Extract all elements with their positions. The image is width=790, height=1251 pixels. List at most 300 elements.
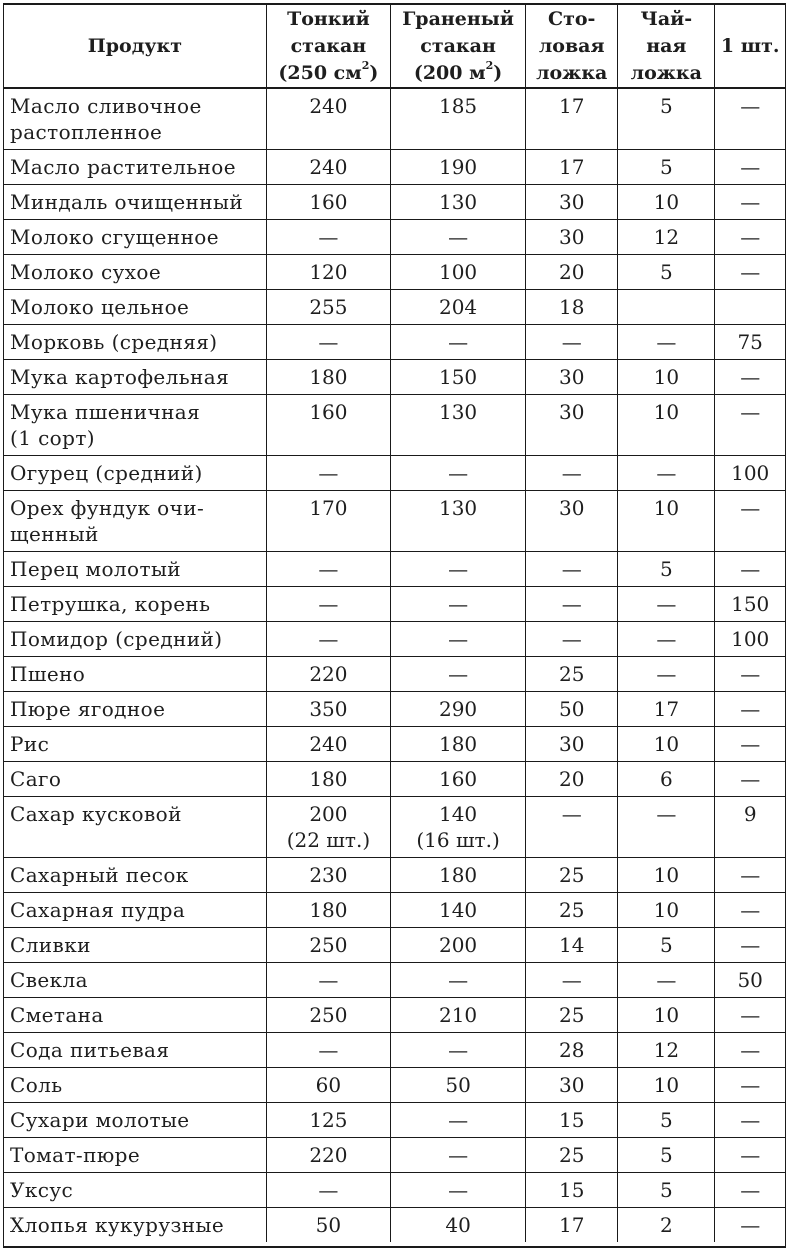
- faceted-glass-cell: [390, 1103, 525, 1138]
- piece-cell: [715, 797, 785, 858]
- piece-cell-text: —: [740, 557, 761, 581]
- tablespoon-cell: [526, 290, 618, 325]
- product-name-cell: [4, 657, 266, 692]
- product-name-cell-text: Томат-пюре: [10, 1143, 141, 1167]
- teaspoon-cell-text: —: [656, 592, 677, 616]
- piece-cell-text: —: [740, 662, 761, 686]
- teaspoon-cell: [618, 290, 715, 325]
- thin-glass-cell-text: —: [318, 557, 339, 581]
- header-piece: 1 шт.: [715, 5, 785, 88]
- thin-glass-cell-text: (22 шт.): [286, 828, 371, 852]
- piece-cell-text: —: [740, 1213, 761, 1237]
- header-thin-glass-sup: 2: [361, 59, 370, 73]
- faceted-glass-cell: [390, 1208, 525, 1243]
- teaspoon-cell-text: —: [656, 461, 677, 485]
- piece-cell-text: 100: [731, 627, 770, 651]
- product-name-cell-text: Соль: [10, 1073, 63, 1097]
- teaspoon-cell-text: 5: [659, 1178, 673, 1202]
- teaspoon-cell: [618, 185, 715, 220]
- header-thin-glass: [266, 5, 390, 88]
- thin-glass-cell: [266, 88, 390, 150]
- piece-cell-text: 9: [743, 802, 757, 826]
- piece-cell-text: 150: [731, 592, 770, 616]
- piece-cell: [715, 491, 785, 552]
- faceted-glass-cell-text: 190: [438, 155, 478, 179]
- piece-cell-text: —: [740, 1003, 761, 1027]
- teaspoon-cell: [618, 395, 715, 456]
- product-name-cell-text: Миндаль очищенный: [10, 190, 244, 214]
- product-name-cell-text: Сода питьевая: [10, 1038, 170, 1062]
- tablespoon-cell-text: 17: [558, 155, 585, 179]
- faceted-glass-cell-text: 180: [438, 863, 478, 887]
- faceted-glass-cell: [390, 255, 525, 290]
- faceted-glass-cell-text: 200: [438, 933, 478, 957]
- product-name-cell-text: Рис: [10, 732, 50, 756]
- faceted-glass-cell: [390, 1068, 525, 1103]
- piece-cell-text: —: [740, 697, 761, 721]
- teaspoon-cell-text: 10: [653, 863, 680, 887]
- teaspoon-cell: [618, 1208, 715, 1243]
- table-row: [4, 893, 785, 928]
- table-row: [4, 692, 785, 727]
- product-name-cell: [4, 1068, 266, 1103]
- thin-glass-cell: [266, 1068, 390, 1103]
- table-row: [4, 255, 785, 290]
- product-name-cell: [4, 290, 266, 325]
- product-name-cell-text: Молоко сухое: [10, 260, 162, 284]
- thin-glass-cell-text: —: [318, 627, 339, 651]
- product-name-cell-text: Саго: [10, 767, 62, 791]
- faceted-glass-cell: [390, 692, 525, 727]
- header-thin-glass-line3: (250 см: [278, 61, 362, 84]
- product-name-cell: [4, 1208, 266, 1243]
- faceted-glass-cell-text: 160: [438, 767, 478, 791]
- teaspoon-cell: [618, 220, 715, 255]
- piece-cell: [715, 622, 785, 657]
- thin-glass-cell-text: 60: [315, 1073, 342, 1097]
- faceted-glass-cell-text: —: [448, 1108, 469, 1132]
- table-row: [4, 456, 785, 491]
- tablespoon-cell-text: 30: [558, 732, 585, 756]
- faceted-glass-cell: [390, 325, 525, 360]
- tablespoon-cell: [526, 762, 618, 797]
- table-row: [4, 552, 785, 587]
- thin-glass-cell-text: 125: [309, 1108, 348, 1132]
- faceted-glass-cell: [390, 185, 525, 220]
- product-name-cell-text: Сметана: [10, 1003, 104, 1027]
- table-row: [4, 797, 785, 858]
- header-product: Продукт: [4, 5, 266, 88]
- faceted-glass-cell-text: 140: [438, 898, 478, 922]
- faceted-glass-cell: [390, 395, 525, 456]
- tablespoon-cell: [526, 395, 618, 456]
- thin-glass-cell: [266, 762, 390, 797]
- teaspoon-cell-text: —: [656, 968, 677, 992]
- product-name-cell-text: Молоко сгущенное: [10, 225, 219, 249]
- table-row: [4, 1173, 785, 1208]
- piece-cell: [715, 657, 785, 692]
- piece-cell: [715, 1068, 785, 1103]
- product-name-cell-text: щенный: [10, 522, 99, 546]
- tablespoon-cell-text: —: [561, 330, 582, 354]
- piece-cell-text: —: [740, 933, 761, 957]
- product-name-cell: [4, 325, 266, 360]
- product-name-cell: [4, 255, 266, 290]
- teaspoon-cell-text: 5: [659, 94, 673, 118]
- product-name-cell-text: Сахар кусковой: [10, 802, 182, 826]
- faceted-glass-cell: [390, 220, 525, 255]
- piece-cell-text: —: [740, 732, 761, 756]
- teaspoon-cell: [618, 150, 715, 185]
- thin-glass-cell-text: 240: [309, 732, 348, 756]
- header-tablespoon-line1: Сто-: [547, 7, 596, 30]
- table-row: [4, 220, 785, 255]
- header-faceted-glass-line3: (200 м: [413, 61, 486, 84]
- tablespoon-cell-text: 25: [558, 863, 585, 887]
- tablespoon-cell-text: 50: [558, 697, 585, 721]
- thin-glass-cell-text: —: [318, 1178, 339, 1202]
- product-name-cell: [4, 456, 266, 491]
- tablespoon-cell: [526, 552, 618, 587]
- tablespoon-cell-text: 30: [558, 365, 585, 389]
- product-name-cell: [4, 220, 266, 255]
- table-row: [4, 1138, 785, 1173]
- tablespoon-cell: [526, 1173, 618, 1208]
- tablespoon-cell-text: 14: [558, 933, 585, 957]
- piece-cell: [715, 692, 785, 727]
- product-name-cell-text: Пюре ягодное: [10, 697, 166, 721]
- tablespoon-cell: [526, 325, 618, 360]
- tablespoon-cell: [526, 893, 618, 928]
- thin-glass-cell-text: 180: [309, 365, 348, 389]
- product-name-cell: [4, 1103, 266, 1138]
- faceted-glass-cell: [390, 727, 525, 762]
- thin-glass-cell-text: 160: [309, 190, 348, 214]
- product-name-cell: [4, 150, 266, 185]
- teaspoon-cell: [618, 1173, 715, 1208]
- product-name-cell-text: Пшено: [10, 662, 86, 686]
- product-name-cell: [4, 858, 266, 893]
- teaspoon-cell: [618, 491, 715, 552]
- thin-glass-cell: [266, 858, 390, 893]
- faceted-glass-cell-text: 40: [445, 1213, 471, 1237]
- piece-cell: [715, 150, 785, 185]
- table-row: [4, 657, 785, 692]
- piece-cell-text: —: [740, 496, 761, 520]
- piece-cell: [715, 998, 785, 1033]
- faceted-glass-cell-text: 130: [438, 190, 478, 214]
- product-name-cell: [4, 692, 266, 727]
- teaspoon-cell: [618, 325, 715, 360]
- tablespoon-cell-text: 25: [558, 1003, 585, 1027]
- tablespoon-cell: [526, 491, 618, 552]
- tablespoon-cell: [526, 255, 618, 290]
- teaspoon-cell: [618, 797, 715, 858]
- piece-cell: [715, 325, 785, 360]
- piece-cell-text: —: [740, 155, 761, 179]
- tablespoon-cell: [526, 928, 618, 963]
- tablespoon-cell: [526, 657, 618, 692]
- tablespoon-cell-text: 30: [558, 190, 585, 214]
- teaspoon-cell: [618, 893, 715, 928]
- faceted-glass-cell: [390, 150, 525, 185]
- teaspoon-cell-text: —: [656, 662, 677, 686]
- table-row: [4, 1103, 785, 1138]
- thin-glass-cell: [266, 1208, 390, 1243]
- faceted-glass-cell-text: —: [448, 968, 469, 992]
- thin-glass-cell: [266, 797, 390, 858]
- teaspoon-cell: [618, 692, 715, 727]
- product-name-cell: [4, 998, 266, 1033]
- product-name-cell-text: Морковь (средняя): [10, 330, 218, 354]
- product-name-cell: [4, 1033, 266, 1068]
- product-name-cell: [4, 552, 266, 587]
- product-name-cell: [4, 587, 266, 622]
- tablespoon-cell: [526, 88, 618, 150]
- table-row: [4, 1068, 785, 1103]
- teaspoon-cell: [618, 552, 715, 587]
- header-teaspoon-line1: Чай-: [640, 7, 693, 30]
- thin-glass-cell-text: 350: [309, 697, 348, 721]
- product-name-cell-text: Сливки: [10, 933, 91, 957]
- teaspoon-cell-text: 10: [653, 732, 680, 756]
- piece-cell: [715, 858, 785, 893]
- table-row: [4, 587, 785, 622]
- faceted-glass-cell-text: 140: [438, 802, 478, 826]
- thin-glass-cell: [266, 657, 390, 692]
- tablespoon-cell: [526, 360, 618, 395]
- faceted-glass-cell-text: 100: [438, 260, 478, 284]
- teaspoon-cell-text: 10: [653, 1073, 680, 1097]
- thin-glass-cell: [266, 456, 390, 491]
- faceted-glass-cell: [390, 797, 525, 858]
- faceted-glass-cell: [390, 928, 525, 963]
- piece-cell: [715, 963, 785, 998]
- thin-glass-cell-text: —: [318, 968, 339, 992]
- piece-cell: [715, 360, 785, 395]
- table-row: [4, 727, 785, 762]
- faceted-glass-cell-text: —: [448, 1143, 469, 1167]
- faceted-glass-cell-text: —: [448, 1038, 469, 1062]
- product-name-cell-text: Масло растительное: [10, 155, 236, 179]
- table-row: [4, 963, 785, 998]
- product-name-cell-text: Свекла: [10, 968, 88, 992]
- table-row: [4, 491, 785, 552]
- thin-glass-cell: [266, 998, 390, 1033]
- teaspoon-cell-text: 10: [653, 400, 680, 424]
- product-name-cell-text: Сахарная пудра: [10, 898, 186, 922]
- table-row: [4, 858, 785, 893]
- thin-glass-cell: [266, 622, 390, 657]
- product-name-cell: [4, 928, 266, 963]
- piece-cell-text: —: [740, 400, 761, 424]
- product-name-cell-text: Молоко цельное: [10, 295, 190, 319]
- piece-cell-text: —: [740, 1038, 761, 1062]
- tablespoon-cell: [526, 456, 618, 491]
- thin-glass-cell: [266, 552, 390, 587]
- header-faceted-glass-line1: Граненый: [402, 7, 514, 30]
- teaspoon-cell-text: 12: [653, 225, 680, 249]
- product-name-cell: [4, 893, 266, 928]
- teaspoon-cell-text: 10: [653, 190, 680, 214]
- teaspoon-cell: [618, 456, 715, 491]
- piece-cell-text: 100: [731, 461, 770, 485]
- piece-cell-text: —: [740, 260, 761, 284]
- product-name-cell-text: растопленное: [10, 120, 163, 144]
- teaspoon-cell: [618, 858, 715, 893]
- faceted-glass-cell: [390, 360, 525, 395]
- tablespoon-cell: [526, 220, 618, 255]
- thin-glass-cell-text: 250: [309, 1003, 348, 1027]
- thin-glass-cell-text: 220: [309, 1143, 348, 1167]
- tablespoon-cell: [526, 1033, 618, 1068]
- thin-glass-cell-text: 240: [309, 155, 348, 179]
- table-row: [4, 928, 785, 963]
- thin-glass-cell: [266, 220, 390, 255]
- thin-glass-cell: [266, 325, 390, 360]
- tablespoon-cell-text: 30: [558, 400, 585, 424]
- header-tablespoon: [526, 5, 618, 88]
- faceted-glass-cell: [390, 1138, 525, 1173]
- teaspoon-cell-text: 5: [659, 260, 673, 284]
- thin-glass-cell: [266, 255, 390, 290]
- header-faceted-glass-line2: стакан: [420, 34, 496, 57]
- faceted-glass-cell-text: —: [448, 592, 469, 616]
- teaspoon-cell: [618, 657, 715, 692]
- teaspoon-cell-text: 5: [659, 1108, 673, 1132]
- tablespoon-cell: [526, 727, 618, 762]
- piece-cell-text: 50: [737, 968, 763, 992]
- faceted-glass-cell-text: —: [448, 627, 469, 651]
- thin-glass-cell: [266, 692, 390, 727]
- teaspoon-cell: [618, 928, 715, 963]
- table-row: [4, 150, 785, 185]
- product-name-cell: [4, 963, 266, 998]
- thin-glass-cell: [266, 360, 390, 395]
- faceted-glass-cell: [390, 998, 525, 1033]
- header-faceted-glass: [390, 5, 525, 88]
- faceted-glass-cell: [390, 587, 525, 622]
- product-name-cell: [4, 491, 266, 552]
- thin-glass-cell: [266, 185, 390, 220]
- thin-glass-cell-text: 180: [309, 767, 348, 791]
- tablespoon-cell: [526, 1068, 618, 1103]
- header-thin-glass-close: ): [369, 61, 379, 84]
- product-name-cell-text: Сухари молотые: [10, 1108, 190, 1132]
- product-name-cell: [4, 360, 266, 395]
- faceted-glass-cell-text: 185: [438, 94, 478, 118]
- teaspoon-cell: [618, 1103, 715, 1138]
- thin-glass-cell: [266, 1033, 390, 1068]
- faceted-glass-cell-text: —: [448, 662, 469, 686]
- tablespoon-cell-text: 30: [558, 496, 585, 520]
- product-name-cell: [4, 395, 266, 456]
- tablespoon-cell-text: 15: [558, 1108, 585, 1132]
- product-name-cell-text: Уксус: [10, 1178, 74, 1202]
- piece-cell: [715, 928, 785, 963]
- header-tablespoon-line3: ложка: [536, 61, 608, 84]
- teaspoon-cell: [618, 88, 715, 150]
- header-faceted-glass-sup: 2: [485, 59, 494, 73]
- product-name-cell-text: Мука пшеничная: [10, 400, 201, 424]
- product-name-cell: [4, 727, 266, 762]
- table-row: [4, 325, 785, 360]
- piece-cell-text: —: [740, 190, 761, 214]
- header-thin-glass-line2: стакан: [290, 34, 367, 57]
- faceted-glass-cell: [390, 963, 525, 998]
- piece-cell-text: —: [740, 365, 761, 389]
- piece-cell-text: —: [740, 94, 761, 118]
- teaspoon-cell: [618, 1033, 715, 1068]
- header-teaspoon-line3: ложка: [630, 61, 702, 84]
- piece-cell: [715, 893, 785, 928]
- product-name-cell-text: (1 сорт): [10, 426, 95, 450]
- table-row: [4, 185, 785, 220]
- faceted-glass-cell: [390, 88, 525, 150]
- tablespoon-cell-text: 25: [558, 662, 585, 686]
- header-faceted-glass-close: ): [493, 61, 503, 84]
- thin-glass-cell: [266, 963, 390, 998]
- piece-cell-text: —: [740, 1073, 761, 1097]
- faceted-glass-cell: [390, 290, 525, 325]
- thin-glass-cell-text: 50: [315, 1213, 342, 1237]
- thin-glass-cell-text: 180: [309, 898, 348, 922]
- tablespoon-cell-text: —: [561, 592, 582, 616]
- faceted-glass-cell-text: —: [448, 1178, 469, 1202]
- faceted-glass-cell: [390, 1173, 525, 1208]
- faceted-glass-cell-text: —: [448, 461, 469, 485]
- piece-cell-text: —: [740, 1108, 761, 1132]
- thin-glass-cell-text: 160: [309, 400, 348, 424]
- thin-glass-cell-text: 255: [309, 295, 348, 319]
- piece-cell-text: —: [740, 225, 761, 249]
- tablespoon-cell: [526, 1103, 618, 1138]
- table-row: [4, 998, 785, 1033]
- thin-glass-cell-text: —: [318, 461, 339, 485]
- thin-glass-cell-text: 220: [309, 662, 348, 686]
- header-row: [4, 5, 785, 88]
- teaspoon-cell: [618, 762, 715, 797]
- tablespoon-cell-text: 28: [558, 1038, 585, 1062]
- piece-cell: [715, 762, 785, 797]
- piece-cell: [715, 290, 785, 325]
- tablespoon-cell-text: 17: [558, 1213, 585, 1237]
- faceted-glass-cell: [390, 858, 525, 893]
- teaspoon-cell: [618, 1138, 715, 1173]
- thin-glass-cell: [266, 1173, 390, 1208]
- faceted-glass-cell: [390, 762, 525, 797]
- table-header: [4, 5, 785, 88]
- table-row: [4, 290, 785, 325]
- faceted-glass-cell-text: 180: [438, 732, 478, 756]
- piece-cell-text: —: [740, 898, 761, 922]
- piece-cell: [715, 456, 785, 491]
- table-row: [4, 88, 785, 150]
- tablespoon-cell: [526, 587, 618, 622]
- product-name-cell-text: Мука картофельная: [10, 365, 230, 389]
- product-name-cell-text: Огурец (средний): [10, 461, 203, 485]
- thin-glass-cell-text: 250: [309, 933, 348, 957]
- teaspoon-cell-text: 12: [653, 1038, 680, 1062]
- table-row: [4, 1208, 785, 1243]
- table-row: [4, 762, 785, 797]
- tablespoon-cell-text: 20: [558, 767, 585, 791]
- tablespoon-cell: [526, 150, 618, 185]
- thin-glass-cell: [266, 727, 390, 762]
- faceted-glass-cell: [390, 1033, 525, 1068]
- tablespoon-cell-text: 20: [558, 260, 585, 284]
- piece-cell-text: —: [740, 1143, 761, 1167]
